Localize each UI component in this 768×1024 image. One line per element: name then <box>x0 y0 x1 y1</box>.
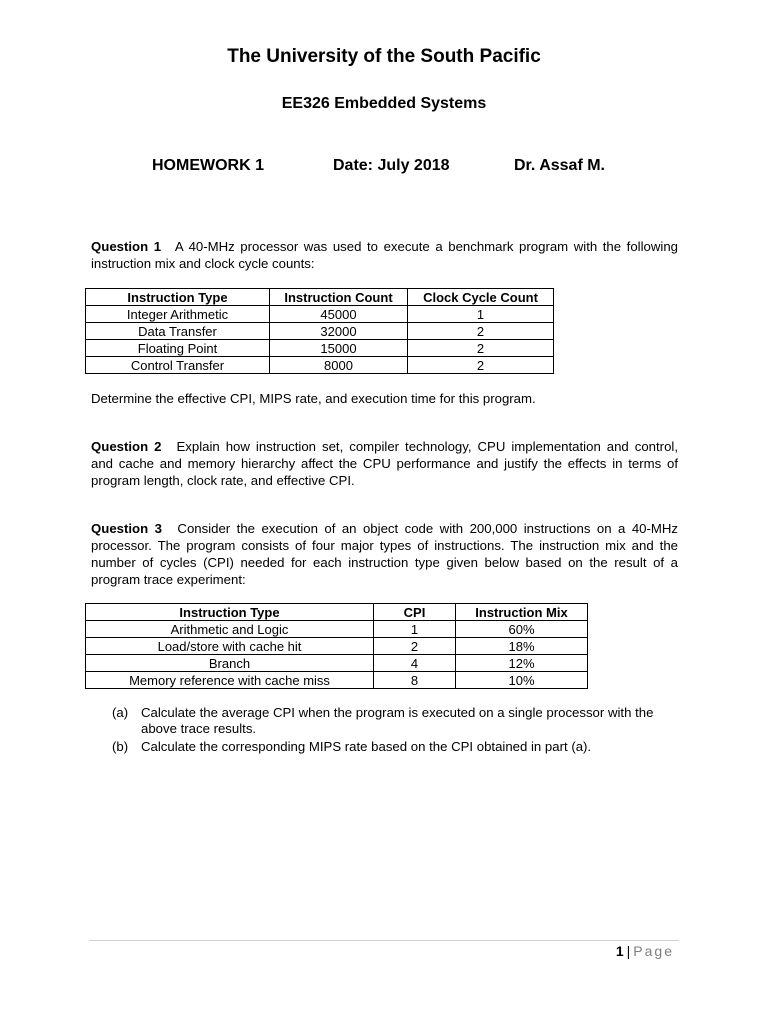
question-1-paragraph <box>91 238 678 272</box>
table-header-cell: Instruction Type <box>86 604 374 621</box>
question-1-label: Question 1 <box>91 239 162 254</box>
table-header-cell: Instruction Count <box>270 289 408 306</box>
table-cell: Branch <box>86 655 374 672</box>
table-cell: Floating Point <box>86 340 270 357</box>
table-row <box>86 357 554 374</box>
table-cell: 2 <box>408 323 554 340</box>
question-3-text: Consider the execution of an object code with 200,000 instructions on a 40-MHz processor. The program consists of four major types of instructions. The instruction mix and the number of cycles (CPI) needed for each instruction type given below based on the result of a program trace experiment: <box>91 521 678 587</box>
homework-label: HOMEWORK 1 <box>152 157 264 174</box>
question-1-table <box>85 288 554 374</box>
table-cell: 1 <box>374 621 456 638</box>
table-cell: Data Transfer <box>86 323 270 340</box>
footer-separator: | <box>626 943 631 959</box>
table-cell: 10% <box>456 672 588 689</box>
page-word: Page <box>633 943 674 959</box>
table-cell: 45000 <box>270 306 408 323</box>
table-row <box>86 638 588 655</box>
footer-divider <box>89 940 679 941</box>
table-cell: 8 <box>374 672 456 689</box>
page-footer <box>616 943 674 959</box>
table-row <box>86 306 554 323</box>
homework-date: Date: July 2018 <box>333 157 450 174</box>
table-row <box>86 323 554 340</box>
university-title: The University of the South Pacific <box>227 46 541 67</box>
course-title: EE326 Embedded Systems <box>281 95 487 112</box>
question-3-paragraph <box>91 520 678 588</box>
table-header-cell: CPI <box>374 604 456 621</box>
table-cell: 12% <box>456 655 588 672</box>
list-item <box>112 705 682 737</box>
list-item <box>112 739 682 755</box>
question-2-paragraph <box>91 438 678 489</box>
table-cell: Load/store with cache hit <box>86 638 374 655</box>
table-cell: 18% <box>456 638 588 655</box>
table-cell: 15000 <box>270 340 408 357</box>
part-text: Calculate the corresponding MIPS rate based on the CPI obtained in part (a). <box>141 739 592 754</box>
instructor-name: Dr. Assaf M. <box>514 157 605 174</box>
table-header-cell: Instruction Type <box>86 289 270 306</box>
table-cell: 2 <box>408 357 554 374</box>
question-2-label: Question 2 <box>91 439 162 454</box>
part-label: (a) <box>112 705 129 720</box>
table-cell: 60% <box>456 621 588 638</box>
table-cell: 8000 <box>270 357 408 374</box>
question-3-label: Question 3 <box>91 521 162 536</box>
table-cell: Integer Arithmetic <box>86 306 270 323</box>
table-header-row <box>86 289 554 306</box>
table-header-row <box>86 604 588 621</box>
table-cell: 2 <box>374 638 456 655</box>
question-1-text: A 40-MHz processor was used to execute a benchmark program with the following instruction mix and clock cycle counts: <box>91 239 678 271</box>
question-1-task: Determine the effective CPI, MIPS rate, and execution time for this program. <box>91 391 536 406</box>
table-cell: 2 <box>408 340 554 357</box>
table-cell: 1 <box>408 306 554 323</box>
question-3-parts <box>112 705 682 757</box>
table-cell: 4 <box>374 655 456 672</box>
table-header-cell: Clock Cycle Count <box>408 289 554 306</box>
table-row <box>86 672 588 689</box>
table-cell: Arithmetic and Logic <box>86 621 374 638</box>
table-cell: Memory reference with cache miss <box>86 672 374 689</box>
question-2-text: Explain how instruction set, compiler technology, CPU implementation and control, and cache and memory hierarchy affect the CPU performance and justify the effects in terms of program length, clock rate, and effective CPI. <box>91 439 679 488</box>
part-text: Calculate the average CPI when the program is executed on a single processor with the above trace results. <box>141 705 654 736</box>
question-3-table <box>85 603 588 689</box>
part-label: (b) <box>112 739 129 754</box>
table-row <box>86 621 588 638</box>
table-cell: 32000 <box>270 323 408 340</box>
table-header-cell: Instruction Mix <box>456 604 588 621</box>
table-row <box>86 340 554 357</box>
table-row <box>86 655 588 672</box>
table-cell: Control Transfer <box>86 357 270 374</box>
page-number: 1 <box>615 943 624 959</box>
